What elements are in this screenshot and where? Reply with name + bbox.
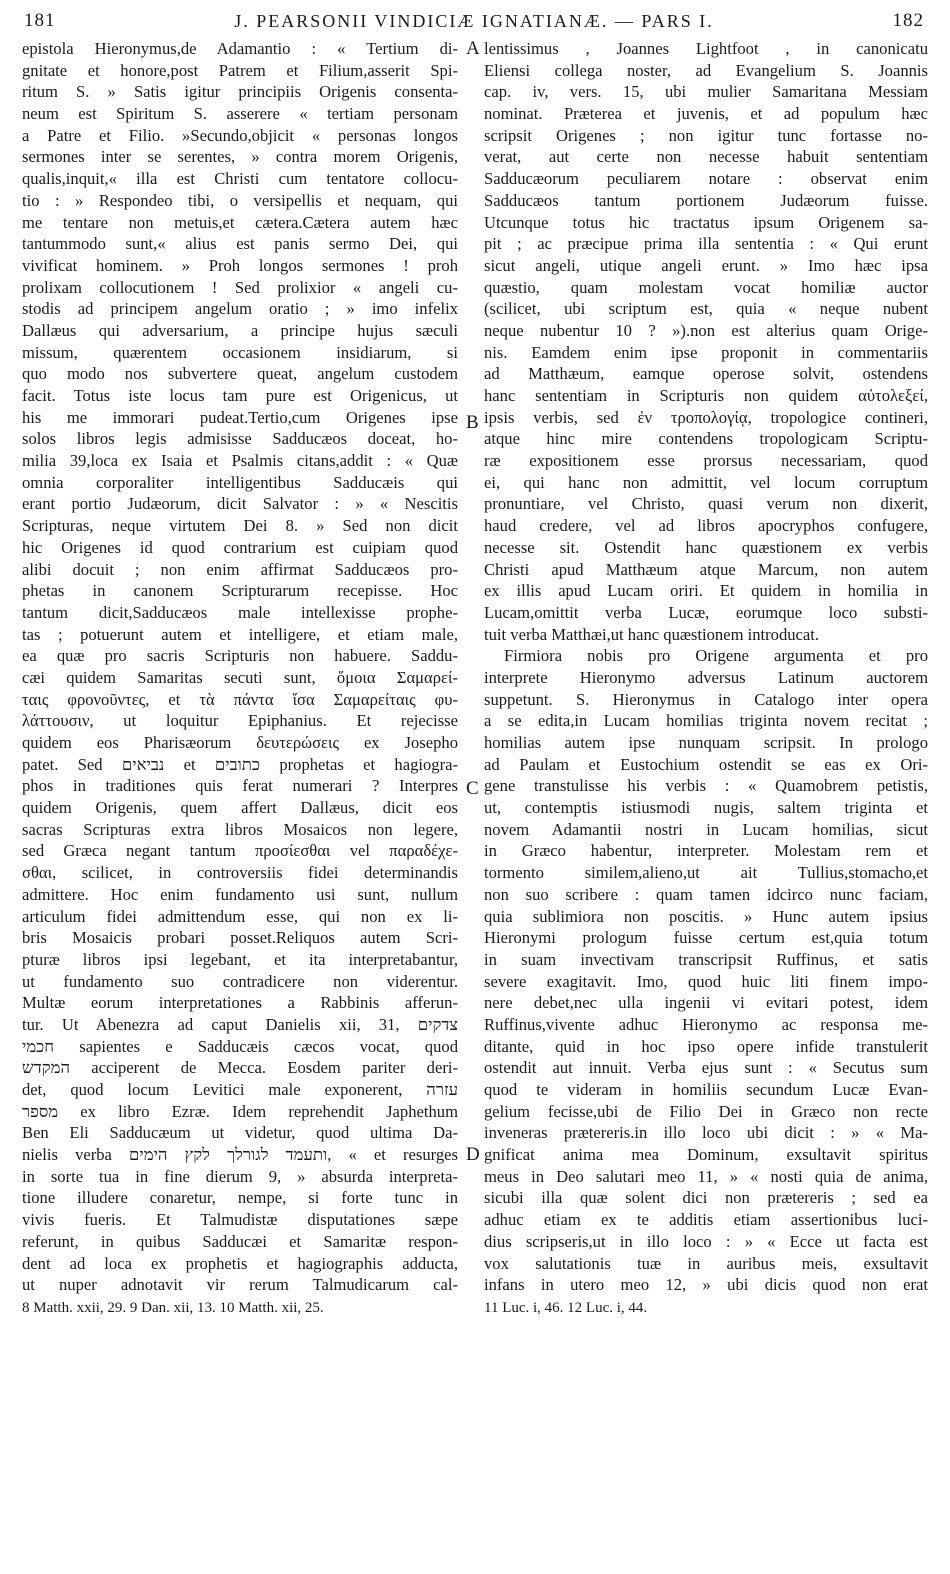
text-line: quæstio, quam molestam vocat homiliæ auctor bbox=[484, 277, 928, 297]
text-line: Dallæus qui adversarium, a principe hujus sæculi bbox=[22, 320, 458, 340]
text-line: sacras Scripturas extra libros Mosaicos non legere, bbox=[22, 819, 458, 839]
text-line: ad Matthæum, eamque operose solvit, ostendens bbox=[484, 364, 928, 384]
text-line: me tentare non metuis,et cætera.Cætera autem hæc bbox=[22, 212, 458, 232]
text-line: scripsit Origenes ; non igitur tunc fortasse no- bbox=[484, 125, 928, 145]
margin-letter-a: A bbox=[466, 38, 480, 59]
text-line: ipsis verbis, sed ἐν τροπολογίᾳ, tropologice contineri, bbox=[484, 407, 928, 427]
text-line: inveneras prætereris.in illo loco ubi dicit : » « Ma- bbox=[484, 1123, 928, 1143]
text-line: novem Adamantii nostri in Lucam homilias, sicut bbox=[484, 819, 928, 839]
text-line: σθαι, scilicet, in controversiis fidei determinandis bbox=[22, 863, 458, 883]
text-line: gnitate et honore,post Patrem et Filium,asserit Spi- bbox=[22, 60, 458, 80]
text-line: Ben Eli Sadducæum ut videtur, quod ultima Da- bbox=[22, 1123, 458, 1143]
text-line: Multæ eorum interpretationes a Rabbinis afferun- bbox=[22, 993, 458, 1013]
text-line: cæi quidem Samaritas secuti sunt, ὅμοια Σαμαρεί- bbox=[22, 667, 458, 687]
text-line: alibi docuit ; non enim affirmat Sadducæos pro- bbox=[22, 559, 458, 579]
text-line: Utcunque totus hic tractatus ipsum Origenem sa- bbox=[484, 212, 928, 232]
running-header bbox=[24, 10, 924, 40]
text-line: qualis,inquit,« illa est Christi cum tentatore collocu- bbox=[22, 169, 458, 189]
text-line: omnia corporaliter intelligentibus Sadducæis qui bbox=[22, 472, 458, 492]
text-line: meus in Deo salutari meo 11, » « nosti quia de anima, bbox=[484, 1166, 928, 1186]
text-line: stodis ad principem angelum oratio ; » imo infelix bbox=[22, 299, 458, 319]
text-line: haud credere, vel ad libros apocryphos confugere, bbox=[484, 516, 928, 536]
text-line: ritum S. » Satis igitur principiis Origenis consenta- bbox=[22, 82, 458, 102]
text-line: ostendit aut innuit. Verba ejus sunt : « Secutus sum bbox=[484, 1058, 928, 1078]
text-line: hanc sententiam in Scripturis non quidem αὐτολεξεί, bbox=[484, 386, 928, 405]
text-line: nis. Eamdem enim ipse proponit in commentariis bbox=[484, 342, 928, 362]
text-line: ditante, quid in hoc ipso opere infide transtulerit bbox=[484, 1036, 928, 1056]
text-line: quidem Origenis, quem affert Dallæus, dicit eos bbox=[22, 798, 458, 818]
footnote: 8 Matth. xxii, 29. 9 Dan. xii, 13. 10 Matth. xii, 25. bbox=[22, 1299, 324, 1316]
text-line: ræ expositionem esse prorsus necessariam, quod bbox=[484, 451, 928, 471]
text-line: necesse sit. Ostendit hanc quæstionem ex verbis bbox=[484, 537, 928, 557]
text-line: pronuntiare, vel Christo, quasi verum non dixerit, bbox=[484, 494, 928, 514]
text-line: Lucam,omittit verba Lucæ, eorumque loco substi- bbox=[484, 602, 928, 622]
text-line: nielis verba ותעמד לגורלך לקץ הימים, « et resurges bbox=[22, 1145, 458, 1165]
text-line: patet. Sed נביאים et כתובים prophetas et hagiogra- bbox=[22, 754, 458, 774]
text-line: milia 39,loca ex Isaia et Psalmis citans,addit : « Quæ bbox=[22, 451, 458, 471]
text-line: neum est Spiritum S. asserere « tertiam personam bbox=[22, 104, 458, 124]
text-line: ei, qui hanc non admittit, vel locum corruptum bbox=[484, 472, 928, 492]
text-line: vivis fueris. Et Talmudistæ disputationes sæpe bbox=[22, 1210, 458, 1230]
text-line: quo modo nos subvertere queat, angelum custodem bbox=[22, 364, 458, 384]
text-line: ad Paulam et Eustochium ostendit se eas ex Ori- bbox=[484, 754, 928, 774]
text-line: det, quod locum Levitici male exponerent, עזרה bbox=[22, 1080, 458, 1099]
text-line: severe exagitavit. Imo, quod huic liti finem impo- bbox=[484, 971, 928, 991]
text-line: pturæ libros ipsi legebant, et ita interpretabantur, bbox=[22, 949, 458, 969]
text-line: ea quæ pro sacris Scripturis non habuere. Saddu- bbox=[22, 646, 458, 666]
text-line: referunt, in quibus Sadducæi et Samaritæ respon- bbox=[22, 1231, 458, 1251]
text-line: adhuc etiam ex te additis etiam assertionibus luci- bbox=[484, 1210, 928, 1230]
text-line: gene transtulisse his verbis : « Quamobrem petistis, bbox=[484, 776, 928, 796]
text-line: atque hinc mire contendens tropologicam Scriptu- bbox=[484, 429, 928, 449]
text-line: sed Græca negant tantum προσίεσθαι vel παραδέχε- bbox=[22, 841, 458, 861]
text-line: sicubi illa quæ solent dici non prætereris ; sed ea bbox=[484, 1188, 928, 1208]
margin-letter-d: D bbox=[466, 1144, 480, 1165]
text-line: tione illudere conaretur, nempe, si forte tunc in bbox=[22, 1188, 458, 1208]
text-line: facit. Totus iste locus tam pure est Origenicus, ut bbox=[22, 386, 458, 405]
text-line: tuit verba Matthæi,ut hanc quæstionem introducat. bbox=[484, 624, 820, 644]
text-line: articulum fidei admittendum esse, qui non ex li- bbox=[22, 906, 458, 926]
text-line: dent ad loca ex prophetis et hagiographis adducta, bbox=[22, 1253, 458, 1273]
text-line: homilias autem ipse nunquam scripsit. In prologo bbox=[484, 733, 928, 752]
text-line: (scilicet, ubi scriptum est, quia « neque nubent bbox=[484, 299, 928, 319]
text-line: tantum dicit,Sadducæos male intellexisse prophe- bbox=[22, 602, 458, 622]
text-line: erant portio Judæorum, dicit Salvator : » « Nescitis bbox=[22, 494, 458, 514]
text-line: a Patre et Filio. »Secundo,objicit « personas longos bbox=[22, 125, 458, 145]
text-line: bris Mosaicis probari posset.Reliquos autem Scri- bbox=[22, 928, 458, 948]
text-line: epistola Hieronymus,de Adamantio : « Tertium di- bbox=[22, 39, 458, 58]
text-line: interprete Hieronymo adversus Latinum auctorem bbox=[484, 667, 928, 687]
text-line: a se edita,in Lucam homilias triginta novem recitat ; bbox=[484, 711, 928, 731]
text-line: vox salutationis tuæ in auribus meis, exsultavit bbox=[484, 1253, 928, 1273]
text-line: infans in utero meo 12, » ubi dicis quod non erat bbox=[484, 1275, 928, 1295]
running-title: J. PEARSONII VINDICIÆ IGNATIANÆ. — PARS I. bbox=[234, 11, 714, 31]
text-line: gnificat anima mea Dominum, exsultavit spiritus bbox=[484, 1145, 928, 1165]
right-column bbox=[484, 38, 928, 1320]
page-number-left: 181 bbox=[24, 10, 56, 31]
text-line: ut nuper adnotavit vir rerum Talmudicarum cal- bbox=[22, 1275, 458, 1295]
text-line: ταις φρονοῦντες, et τὰ πάντα ἴσα Σαμαρείταις φυ- bbox=[22, 689, 458, 709]
text-line: tas ; potuerunt autem et intelligere, et etiam male, bbox=[22, 624, 458, 644]
text-line: Scripturas, neque virtutem Dei 8. » Sed non dicit bbox=[22, 516, 458, 536]
text-line: ut fundamento suo contradicere non viderentur. bbox=[22, 971, 458, 991]
text-line: sermones inter se serentes, » contra morem Origenis, bbox=[22, 147, 458, 167]
text-line: המקדש acciperent de Mecca. Eosdem pariter deri- bbox=[22, 1058, 458, 1078]
text-line: Firmiora nobis pro Origene argumenta et pro bbox=[504, 646, 928, 666]
text-line: quod te videram in homiliis secundum Lucæ Evan- bbox=[484, 1080, 928, 1099]
text-line: Christi apud Matthæum atque Marcum, non autem bbox=[484, 559, 928, 579]
text-line: Sadducæorum peculiarem notare : observat enim bbox=[484, 169, 928, 189]
text-line: verat, aut certe non necesse habuit sententiam bbox=[484, 147, 928, 167]
text-line: ex illis apud Lucam oriri. Et quidem in homilia in bbox=[484, 581, 928, 601]
text-line: neque nubentur 10 ? »).non est alterius quam Orige- bbox=[484, 320, 928, 340]
text-line: suppetunt. S. Hieronymus in Catalogo inter opera bbox=[484, 689, 928, 709]
margin-letter-c: C bbox=[466, 778, 479, 799]
text-line: admittere. Hoc enim fundamento usi sunt, nullum bbox=[22, 884, 458, 904]
text-line: λάττουσιν, ut loquitur Epiphanius. Et rejecisse bbox=[22, 711, 458, 731]
text-line: nominat. Præterea et juvenis, et ad populum hæc bbox=[484, 104, 928, 124]
text-line: Hieronymi prologum fuisse certum est,quia totum bbox=[484, 928, 928, 948]
text-line: missum, quærentem occasionem insidiarum, si bbox=[22, 342, 458, 362]
text-line: solos libros legis admisisse Sadducæos doceat, ho- bbox=[22, 429, 458, 449]
text-line: vivificat hominem. » Proh longos sermones ! proh bbox=[22, 255, 458, 275]
text-line: quia sublimiora non poscitis. » Hunc autem ipsius bbox=[484, 906, 928, 926]
text-line: lentissimus , Joannes Lightfoot , in canonicatu bbox=[484, 39, 928, 58]
text-line: tormento similem,alieno,ut ait Tullius,stomacho,et bbox=[484, 863, 928, 883]
text-line: in Græco habentur, interpreter. Molestam rem et bbox=[484, 841, 928, 861]
text-line: tio : » Respondeo tibi, o versipellis et nequam, qui bbox=[22, 190, 458, 210]
text-line: tantummodo sunt,« alius est panis sermo Dei, qui bbox=[22, 234, 458, 254]
left-column bbox=[22, 38, 458, 1320]
text-line: prolixam collocutionem ! Sed prolixior « angeli cu- bbox=[22, 277, 458, 297]
text-line: phetas in canonem Scripturarum recepisse. Hoc bbox=[22, 581, 458, 601]
footnote: 11 Luc. i, 46. 12 Luc. i, 44. bbox=[484, 1299, 648, 1316]
text-line: tur. Ut Abenezra ad caput Danielis xii, 31, צדקים bbox=[22, 1014, 458, 1034]
text-line: hic Origenes id quod contrarium est cuipiam quod bbox=[22, 537, 458, 557]
text-line: חכמי sapientes e Sadducæis cæcos vocat, quod bbox=[22, 1036, 458, 1056]
text-line: quidem eos Pharisæorum δευτερώσεις ex Josepho bbox=[22, 733, 458, 752]
page-number-right: 182 bbox=[892, 10, 924, 31]
text-line: Sadducæos tantum portionem Judæorum fuisse. bbox=[484, 190, 928, 210]
text-line: Ruffinus,vivente adhuc Hieronymo ac responsa me- bbox=[484, 1014, 928, 1034]
text-line: nere debet,nec ulla ingenii vi evitari potest, idem bbox=[484, 993, 928, 1013]
text-line: non suo scribere : quam tamen idcirco nunc faciam, bbox=[484, 884, 928, 904]
text-line: ut, contemptis istiusmodi nugis, saltem triginta et bbox=[484, 798, 928, 818]
text-line: in suam invectivam transcripsit Ruffinus, et satis bbox=[484, 949, 928, 969]
text-line: dius scripseris,ut in illo loco : » « Ecce ut facta est bbox=[484, 1231, 928, 1251]
text-line: phos in traditiones quis ferat numerari ? Interpres bbox=[22, 776, 458, 796]
text-line: his me immorari pudeat.Tertio,cum Origenes ipse bbox=[22, 407, 458, 427]
text-line: gelium fecisse,ubi de Filio Dei in Græco non recte bbox=[484, 1101, 928, 1121]
margin-letter-b: B bbox=[466, 412, 479, 433]
text-line: Eliensi collega noster, ad Evangelium S. Joannis bbox=[484, 60, 928, 80]
text-line: מספר ex libro Ezræ. Idem reprehendit Japhethum bbox=[22, 1101, 458, 1121]
text-line: sicut angeli, utique angeli erunt. » Imo hæc ipsa bbox=[484, 255, 928, 275]
text-line: in sorte tua in fine dierum 9, » absurda interpreta- bbox=[22, 1166, 458, 1186]
text-line: pit ; ac præcipue prima illa sententia : « Qui erunt bbox=[484, 234, 928, 254]
text-line: cap. iv, vers. 15, ubi mulier Samaritana Messiam bbox=[484, 82, 928, 102]
